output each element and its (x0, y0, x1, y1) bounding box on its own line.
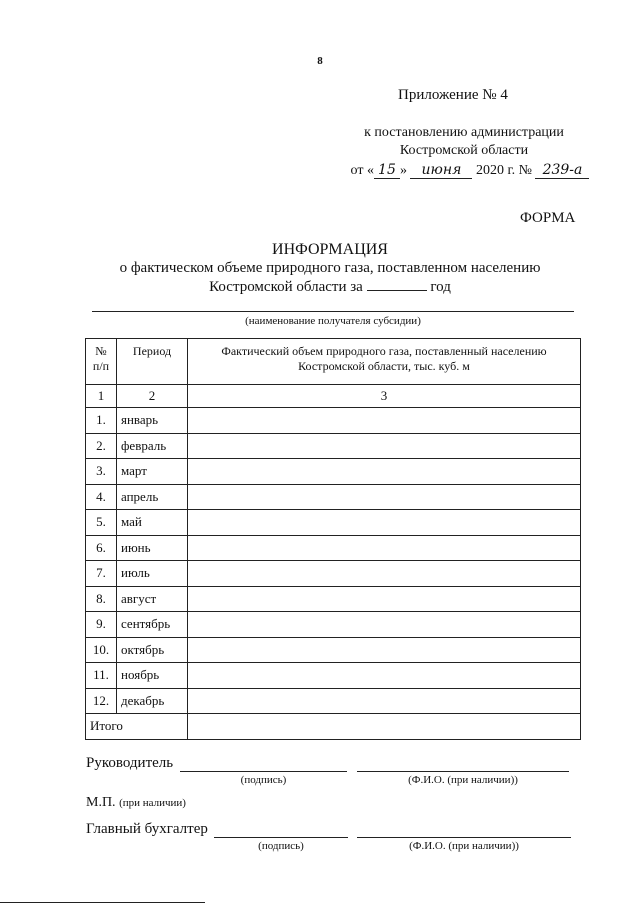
total-label: Итого (86, 714, 188, 740)
row-number: 12. (86, 688, 117, 714)
table-row (86, 586, 581, 612)
row-period: июль (117, 561, 188, 587)
head-signature-line[interactable] (180, 771, 347, 772)
recipient-name-line[interactable] (92, 311, 574, 312)
appendix-line-2: Костромской области (399, 143, 529, 158)
row-number: 7. (86, 561, 117, 587)
table-header-row (86, 339, 581, 385)
row-number: 2. (86, 433, 117, 459)
accountant-signature-caption: (подпись) (258, 840, 304, 852)
year-line-suffix: год (430, 279, 451, 295)
stamp-label: М.П. (86, 795, 116, 810)
row-period: октябрь (117, 637, 188, 663)
row-number: 10. (86, 637, 117, 663)
row-volume-cell[interactable] (188, 510, 581, 536)
row-number: 6. (86, 535, 117, 561)
row-volume-cell[interactable] (188, 561, 581, 587)
head-signature-caption: (подпись) (240, 774, 287, 786)
appendix-line-1: к постановлению администрации (364, 125, 564, 140)
head-label: Руководитель (86, 755, 174, 771)
stamp-note: (при наличии) (119, 797, 186, 809)
table-row (86, 561, 581, 587)
bottom-divider (0, 902, 205, 903)
row-period: март (117, 459, 188, 485)
table-row (86, 637, 581, 663)
date-year: 2020 г. № (475, 163, 532, 178)
row-period: август (117, 586, 188, 612)
row-number: 1. (86, 408, 117, 434)
column-number-2: 2 (117, 385, 188, 408)
row-number: 4. (86, 484, 117, 510)
row-period: май (117, 510, 188, 536)
table-row (86, 612, 581, 638)
appendix-date-line (330, 162, 610, 179)
row-number: 3. (86, 459, 117, 485)
row-volume-cell[interactable] (188, 688, 581, 714)
row-period: ноябрь (117, 663, 188, 689)
row-period: декабрь (117, 688, 188, 714)
row-period: январь (117, 408, 188, 434)
accountant-label: Главный бухгалтер (86, 821, 208, 837)
table-row (86, 688, 581, 714)
row-volume-cell[interactable] (188, 637, 581, 663)
year-line-prefix: Костромской области за (209, 279, 363, 295)
stamp-placeholder (86, 795, 186, 811)
row-volume-cell[interactable] (188, 408, 581, 434)
total-volume-cell[interactable] (188, 714, 581, 740)
accountant-name-caption: (Ф.И.О. (при наличии)) (409, 840, 519, 852)
date-mid: » (399, 163, 407, 178)
table-total-row (86, 714, 581, 740)
row-period: февраль (117, 433, 188, 459)
document-title: ИНФОРМАЦИЯ (272, 241, 388, 258)
document-subtitle: о фактическом объеме природного газа, поставленном населению (119, 260, 541, 276)
table-row (86, 459, 581, 485)
row-volume-cell[interactable] (188, 433, 581, 459)
row-period: июнь (117, 535, 188, 561)
header-period: Период (117, 339, 188, 385)
head-name-caption: (Ф.И.О. (при наличии)) (408, 774, 518, 786)
form-label: ФОРМА (520, 210, 576, 226)
row-volume-cell[interactable] (188, 484, 581, 510)
table-column-numbers-row (86, 385, 581, 408)
recipient-caption: (наименование получателя субсидии) (245, 315, 421, 327)
header-number: № п/п (86, 339, 117, 385)
row-volume-cell[interactable] (188, 459, 581, 485)
row-period: апрель (117, 484, 188, 510)
table-row (86, 484, 581, 510)
header-volume: Фактический объем природного газа, поставленный населению Костромской области, тыс. куб. м (188, 339, 581, 385)
row-volume-cell[interactable] (188, 612, 581, 638)
row-volume-cell[interactable] (188, 586, 581, 612)
row-volume-cell[interactable] (188, 535, 581, 561)
row-number: 8. (86, 586, 117, 612)
row-volume-cell[interactable] (188, 663, 581, 689)
column-number-3: 3 (188, 385, 581, 408)
column-number-1: 1 (86, 385, 117, 408)
table-row (86, 535, 581, 561)
table-row (86, 408, 581, 434)
row-number: 9. (86, 612, 117, 638)
date-prefix: от « (350, 163, 374, 178)
row-number: 11. (86, 663, 117, 689)
page-number: 8 (317, 55, 323, 67)
year-blank-field[interactable] (367, 290, 427, 291)
row-number: 5. (86, 510, 117, 536)
gas-volume-table (85, 338, 581, 740)
table-row (86, 510, 581, 536)
row-period: сентябрь (117, 612, 188, 638)
head-name-line[interactable] (357, 771, 569, 772)
date-month: июня (410, 162, 472, 179)
accountant-name-line[interactable] (357, 837, 571, 838)
date-day: 15 (374, 162, 400, 179)
table-row (86, 433, 581, 459)
accountant-signature-line[interactable] (214, 837, 348, 838)
document-number: 239-а (535, 162, 589, 179)
document-subtitle-year-line (0, 279, 640, 296)
appendix-title: Приложение № 4 (398, 87, 508, 103)
table-row (86, 663, 581, 689)
